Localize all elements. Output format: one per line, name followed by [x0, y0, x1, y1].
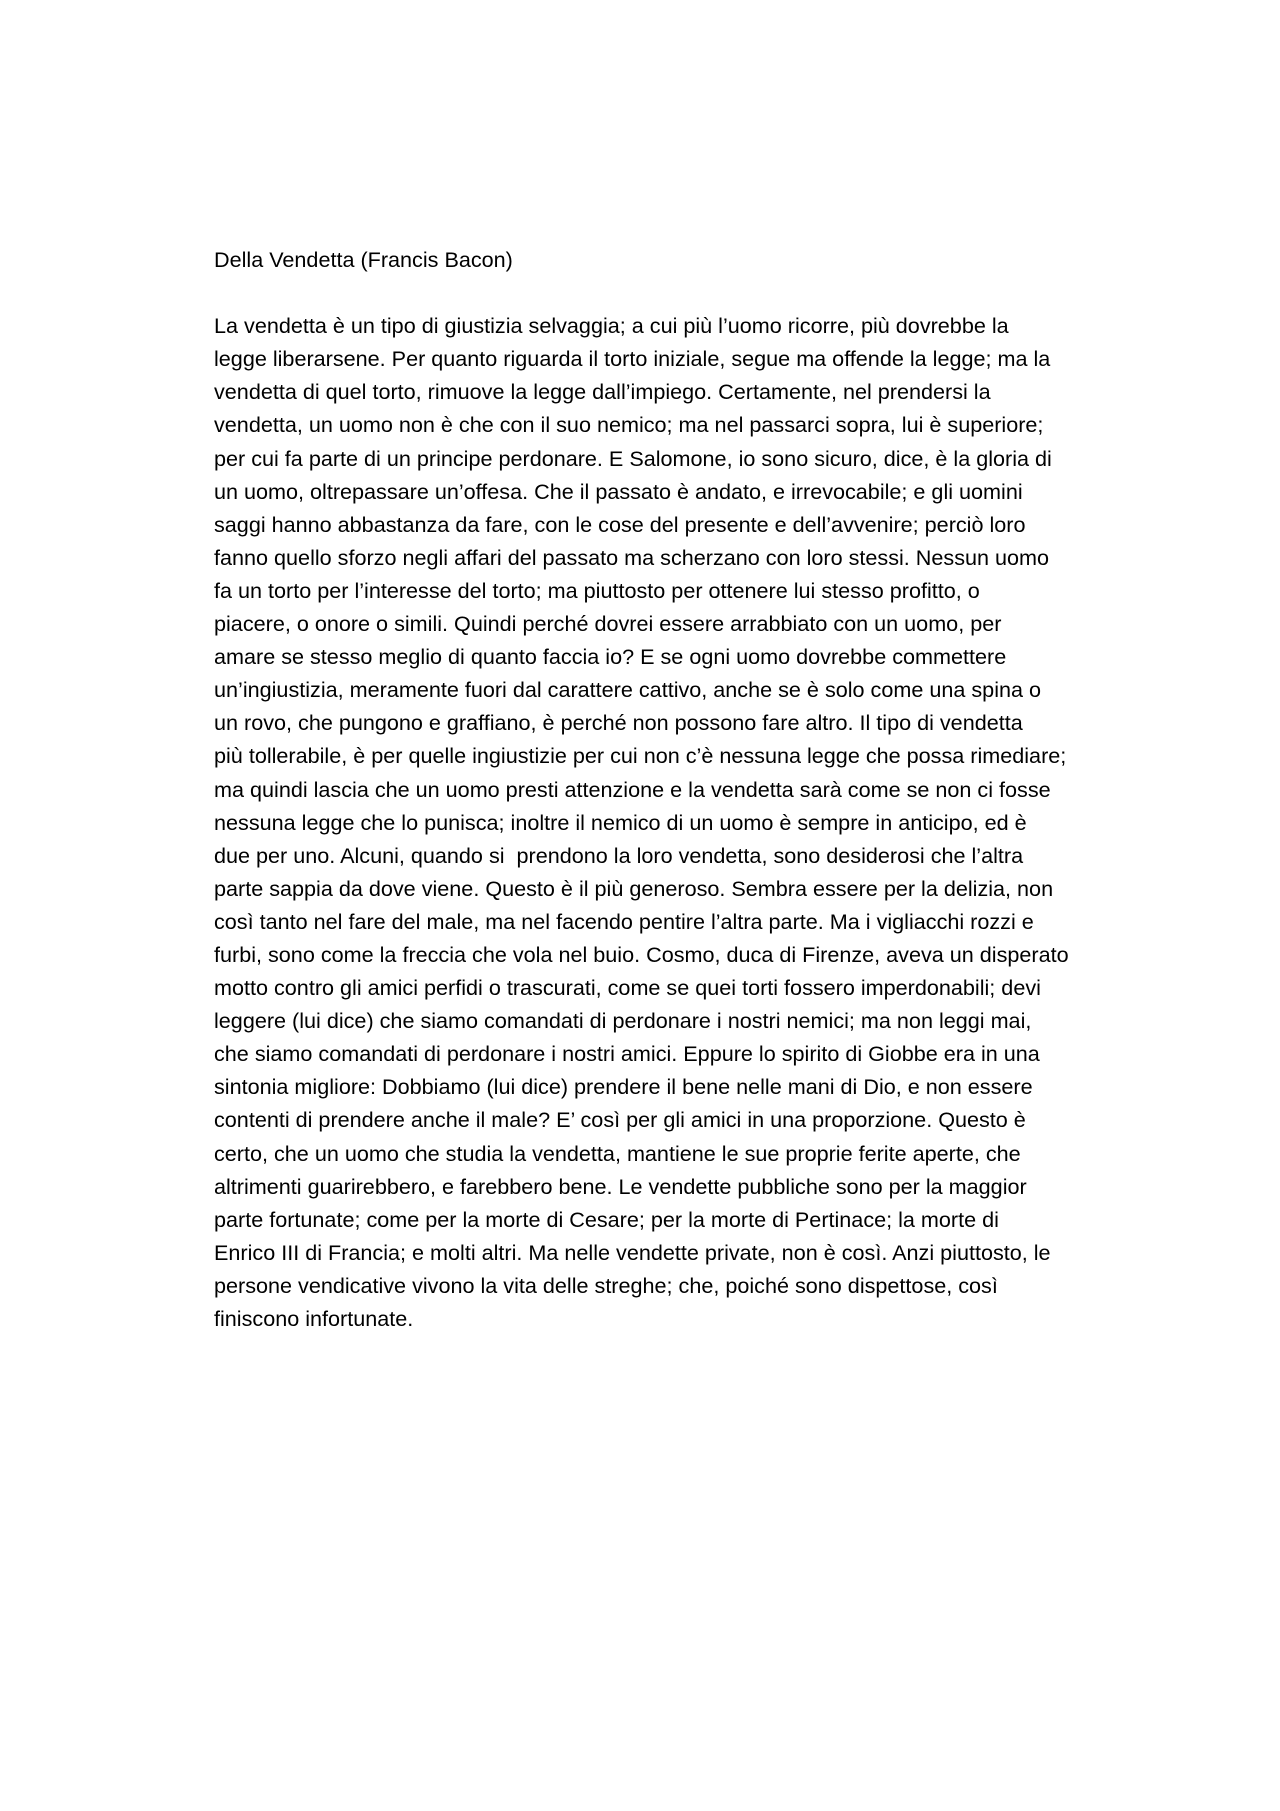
document-body	[214, 243, 1084, 1335]
paragraph-line: piacere, o onore o simili. Quindi perché dovrei essere arrabbiato con un uomo, per	[214, 611, 1002, 637]
paragraph-line: due per uno. Alcuni, quando si prendono la loro vendetta, sono desiderosi che l’altra	[214, 842, 1024, 868]
paragraph-line: contenti di prendere anche il male? E’ così per gli amici in una proporzione. Questo è	[214, 1107, 1026, 1133]
paragraph-line: ma quindi lascia che un uomo presti attenzione e la vendetta sarà come se non ci fosse	[214, 776, 1051, 802]
paragraph-line: leggere (lui dice) che siamo comandati di perdonare i nostri nemici; ma non leggi mai,	[214, 1008, 1032, 1034]
paragraph-line: un rovo, che pungono e graffiano, è perché non possono fare altro. Il tipo di vendetta	[214, 710, 1023, 736]
paragraph-line: vendetta, un uomo non è che con il suo nemico; ma nel passarci sopra, lui è superiore;	[214, 412, 1044, 438]
paragraph-line: fa un torto per l’interesse del torto; ma piuttosto per ottenere lui stesso profitto, o	[214, 577, 980, 603]
paragraph-line: un uomo, oltrepassare un’offesa. Che il passato è andato, e irrevocabile; e gli uomini	[214, 478, 1023, 504]
paragraph-line: vendetta di quel torto, rimuove la legge dall’impiego. Certamente, nel prendersi la	[214, 379, 991, 405]
paragraph-line: saggi hanno abbastanza da fare, con le cose del presente e dell’avvenire; perciò loro	[214, 511, 1026, 537]
paragraph-line: fanno quello sforzo negli affari del passato ma scherzano con loro stessi. Nessun uomo	[214, 544, 1050, 570]
paragraph-line: finiscono infortunate.	[214, 1306, 414, 1331]
paragraph-line: legge liberarsene. Per quanto riguarda il torto iniziale, segue ma offende la legge; ma la	[214, 346, 1051, 372]
paragraph-line: per cui fa parte di un principe perdonare. E Salomone, io sono sicuro, dice, è la gloria di	[214, 445, 1052, 471]
paragraph-line: amare se stesso meglio di quanto faccia io? E se ogni uomo dovrebbe commettere	[214, 644, 1007, 670]
essay-paragraph	[214, 309, 1084, 1335]
paragraph-line: La vendetta è un tipo di giustizia selvaggia; a cui più l’uomo ricorre, più dovrebbe la	[214, 313, 1009, 339]
paragraph-spacer	[214, 276, 1084, 309]
paragraph-line: Enrico III di Francia; e molti altri. Ma nelle vendette private, non è così. Anzi piuttosto, le	[214, 1239, 1051, 1265]
paragraph-line: certo, che un uomo che studia la vendetta, mantiene le sue proprie ferite aperte, che	[214, 1140, 1021, 1166]
paragraph-line: che siamo comandati di perdonare i nostri amici. Eppure lo spirito di Giobbe era in una	[214, 1041, 1040, 1067]
paragraph-line: nessuna legge che lo punisca; inoltre il nemico di un uomo è sempre in anticipo, ed è	[214, 809, 1027, 835]
paragraph-line: così tanto nel fare del male, ma nel facendo pentire l’altra parte. Ma i vigliacchi rozzi e	[214, 908, 1034, 934]
paragraph-line: persone vendicative vivono la vita delle streghe; che, poiché sono dispettose, così	[214, 1272, 998, 1298]
paragraph-line: un’ingiustizia, meramente fuori dal carattere cattivo, anche se è solo come una spina o	[214, 677, 1042, 703]
paragraph-line: sintonia migliore: Dobbiamo (lui dice) prendere il bene nelle mani di Dio, e non essere	[214, 1074, 1033, 1100]
paragraph-line: altrimenti guarirebbero, e farebbero bene. Le vendette pubbliche sono per la maggior	[214, 1173, 1027, 1199]
paragraph-line: motto contro gli amici perfidi o trascurati, come se quei torti fossero imperdonabili; devi	[214, 975, 1041, 1001]
document-title: Della Vendetta (Francis Bacon)	[214, 247, 513, 272]
paragraph-line: più tollerabile, è per quelle ingiustizie per cui non c’è nessuna legge che possa rimediare;	[214, 743, 1067, 769]
paragraph-line: furbi, sono come la freccia che vola nel buio. Cosmo, duca di Firenze, aveva un disperato	[214, 941, 1069, 967]
paragraph-line: parte sappia da dove viene. Questo è il più generoso. Sembra essere per la delizia, non	[214, 875, 1054, 901]
paragraph-line: parte fortunate; come per la morte di Cesare; per la morte di Pertinace; la morte di	[214, 1206, 999, 1232]
